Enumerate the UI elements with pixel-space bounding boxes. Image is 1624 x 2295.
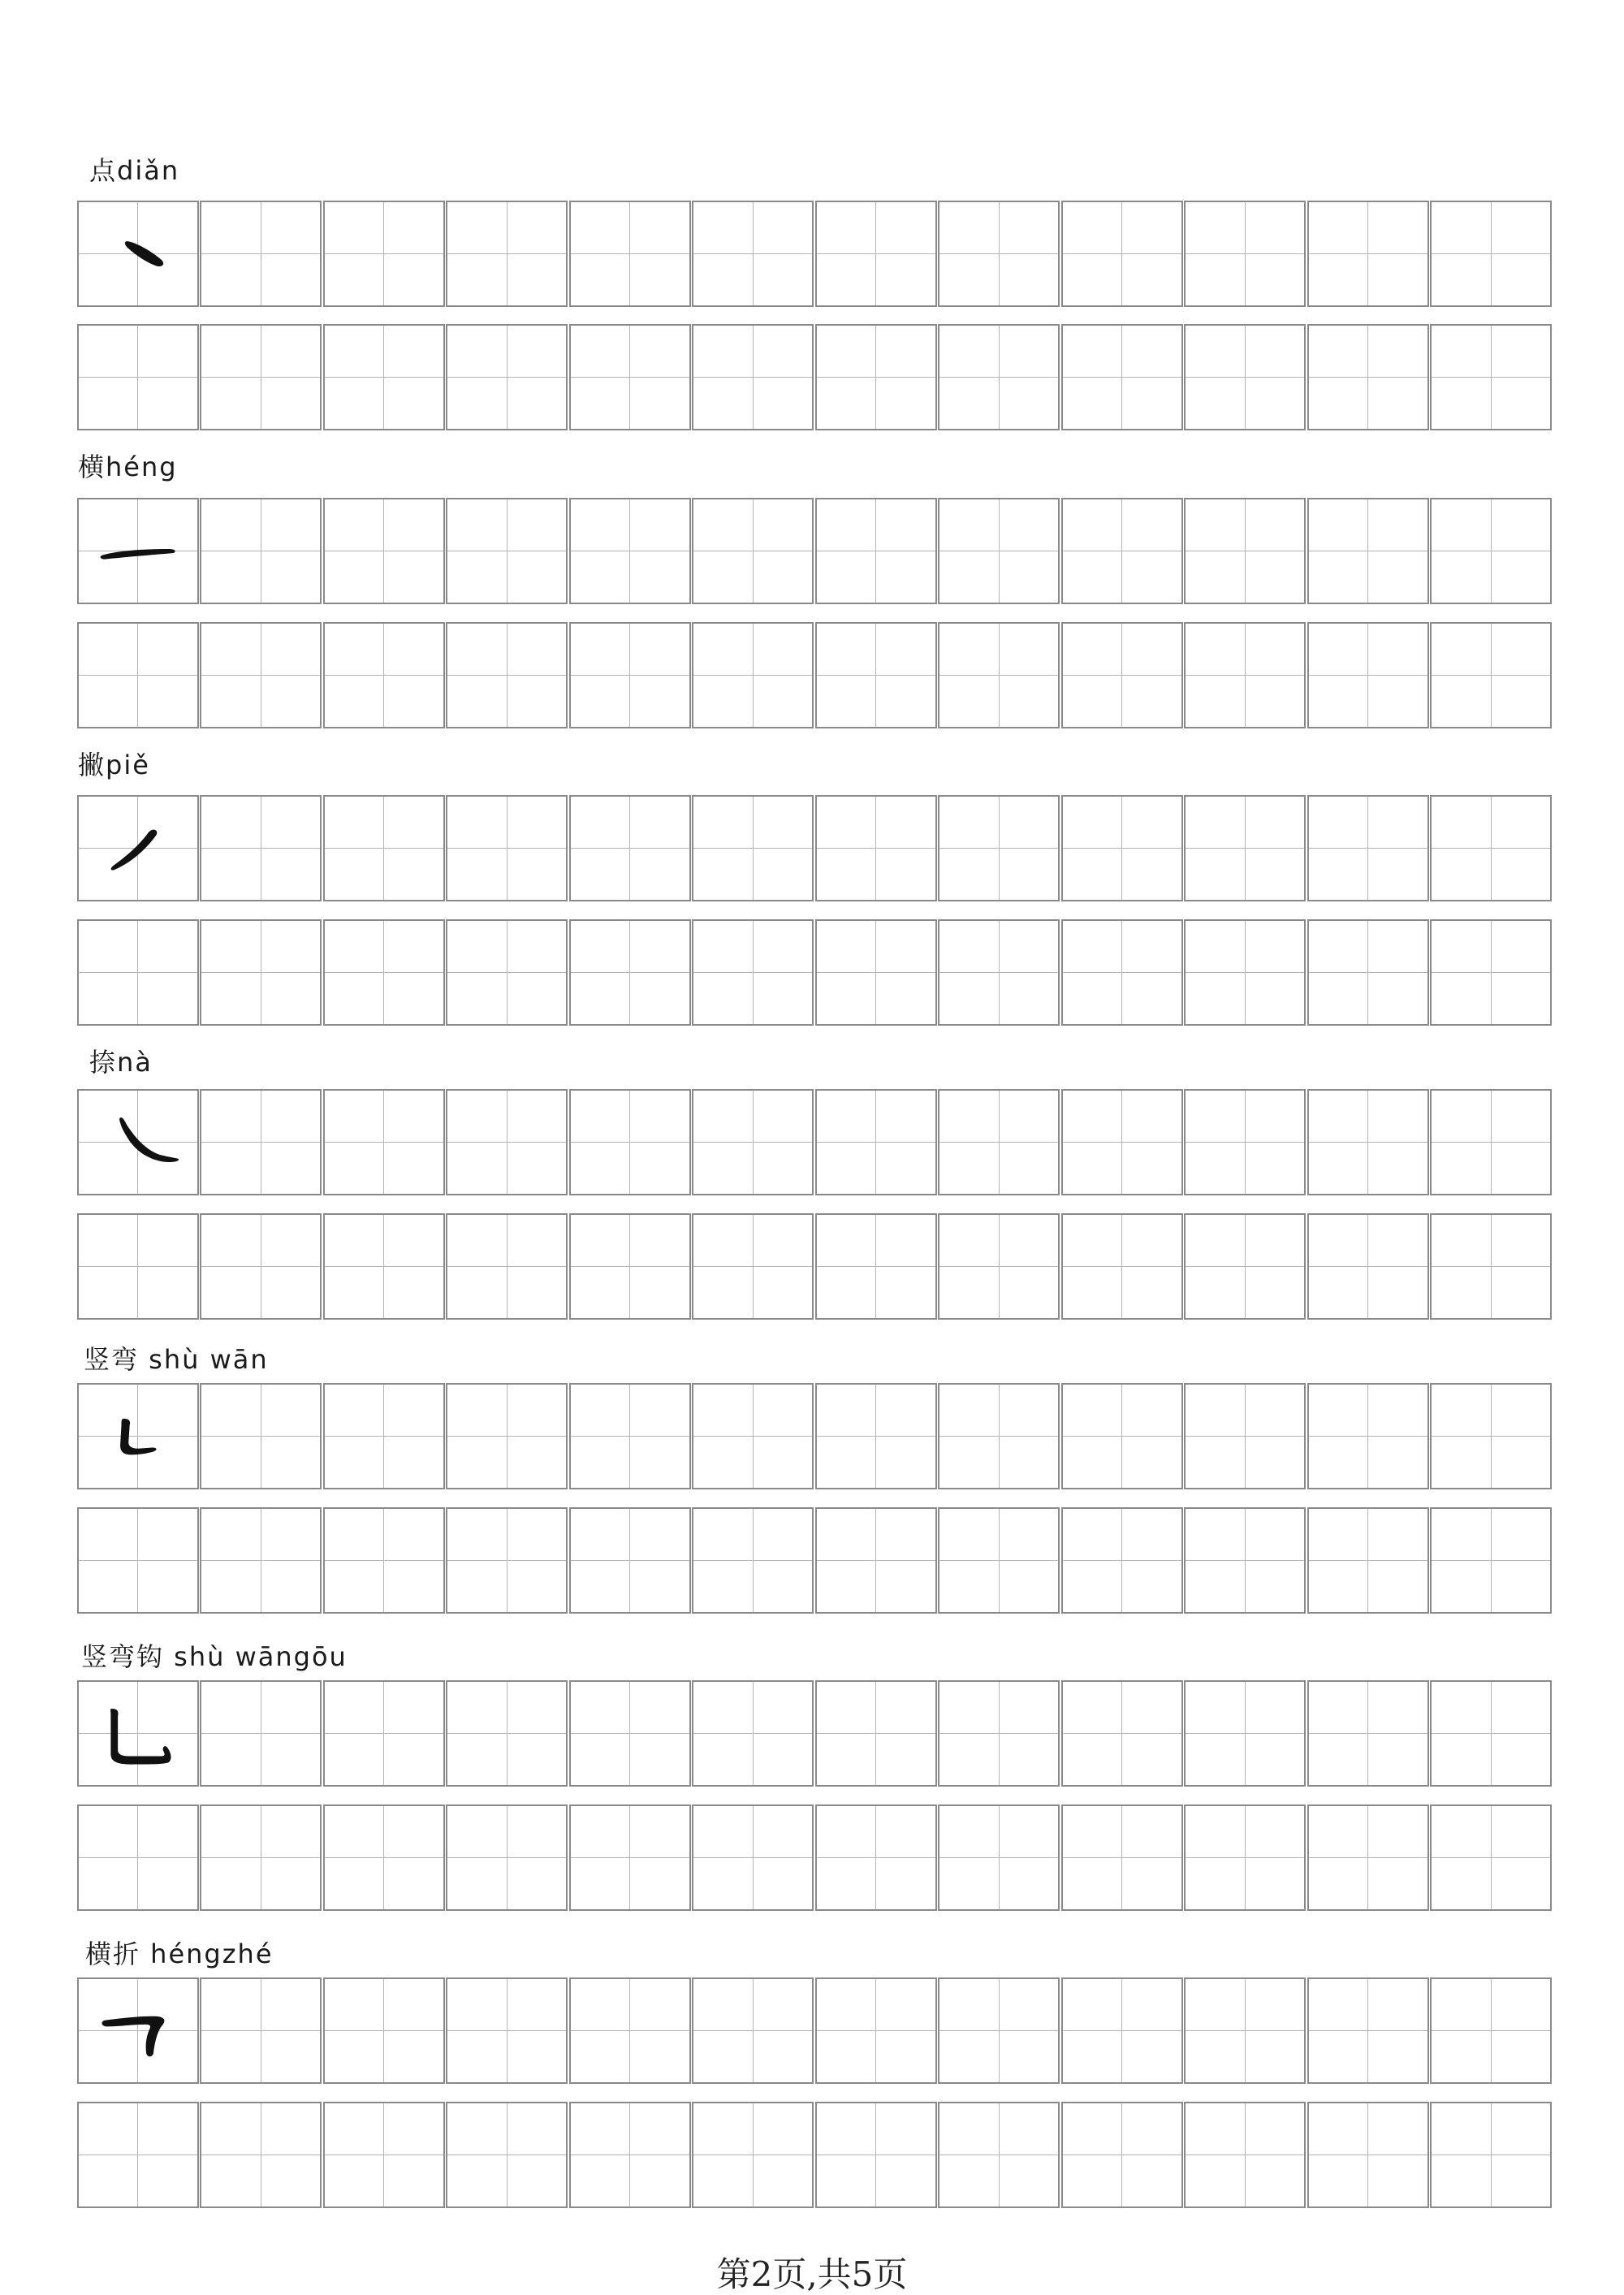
writing-cell[interactable]	[323, 622, 445, 728]
practice-row	[77, 1213, 1552, 1320]
writing-cell[interactable]	[1184, 1977, 1306, 2084]
writing-cell[interactable]	[569, 795, 691, 901]
writing-cell[interactable]	[446, 201, 568, 307]
practice-row	[77, 1507, 1552, 1614]
writing-cell[interactable]	[1307, 324, 1429, 430]
writing-cell[interactable]	[200, 795, 322, 901]
writing-cell[interactable]	[446, 498, 568, 604]
writing-cell[interactable]	[323, 201, 445, 307]
practice-row	[77, 1977, 1552, 2084]
writing-cell[interactable]	[569, 1507, 691, 1614]
writing-cell[interactable]	[1430, 201, 1552, 307]
stroke-label-dian: 点diǎn	[89, 155, 180, 186]
writing-cell[interactable]	[1061, 1089, 1183, 1195]
writing-cell[interactable]	[692, 1977, 814, 2084]
practice-row	[77, 1680, 1552, 1787]
writing-cell[interactable]	[77, 1213, 199, 1320]
writing-cell[interactable]	[815, 1089, 937, 1195]
writing-cell[interactable]	[1061, 795, 1183, 901]
writing-cell[interactable]	[569, 201, 691, 307]
writing-cell[interactable]	[1430, 1089, 1552, 1195]
writing-cell[interactable]	[1307, 498, 1429, 604]
writing-cell[interactable]	[1430, 1977, 1552, 2084]
practice-row	[77, 2102, 1552, 2208]
writing-cell[interactable]	[1184, 795, 1306, 901]
writing-cell[interactable]	[938, 1213, 1060, 1320]
writing-cell[interactable]	[1430, 2102, 1552, 2208]
writing-cell[interactable]	[446, 919, 568, 1026]
writing-cell[interactable]	[1184, 1383, 1306, 1489]
example-cell[interactable]	[77, 1089, 199, 1195]
writing-cell[interactable]	[692, 1804, 814, 1911]
writing-cell[interactable]	[446, 1680, 568, 1787]
writing-cell[interactable]	[938, 201, 1060, 307]
writing-cell[interactable]	[569, 1804, 691, 1911]
writing-cell[interactable]	[323, 1680, 445, 1787]
writing-cell[interactable]	[815, 1507, 937, 1614]
writing-cell[interactable]	[938, 1804, 1060, 1911]
writing-cell[interactable]	[815, 498, 937, 604]
writing-cell[interactable]	[815, 1977, 937, 2084]
writing-cell[interactable]	[200, 1213, 322, 1320]
writing-cell[interactable]	[77, 1804, 199, 1911]
writing-cell[interactable]	[200, 201, 322, 307]
writing-cell[interactable]	[815, 919, 937, 1026]
writing-cell[interactable]	[569, 1089, 691, 1195]
writing-cell[interactable]	[1307, 1804, 1429, 1911]
writing-cell[interactable]	[1184, 1213, 1306, 1320]
writing-cell[interactable]	[446, 324, 568, 430]
writing-cell[interactable]	[569, 622, 691, 728]
writing-cell[interactable]	[1061, 1507, 1183, 1614]
stroke-label-heng: 横héng	[78, 452, 178, 482]
example-cell[interactable]	[77, 201, 199, 307]
writing-cell[interactable]	[1061, 201, 1183, 307]
writing-cell[interactable]	[323, 1089, 445, 1195]
page-number: 第2页,共5页	[716, 2254, 908, 2294]
writing-cell[interactable]	[1307, 201, 1429, 307]
writing-cell[interactable]	[692, 622, 814, 728]
writing-cell[interactable]	[815, 1383, 937, 1489]
writing-cell[interactable]	[77, 2102, 199, 2208]
writing-cell[interactable]	[1061, 1680, 1183, 1787]
writing-cell[interactable]	[200, 1977, 322, 2084]
writing-cell[interactable]	[446, 1977, 568, 2084]
writing-cell[interactable]	[692, 1383, 814, 1489]
writing-cell[interactable]	[938, 1680, 1060, 1787]
writing-cell[interactable]	[938, 1977, 1060, 2084]
writing-cell[interactable]	[1061, 622, 1183, 728]
writing-cell[interactable]	[200, 919, 322, 1026]
writing-cell[interactable]	[938, 919, 1060, 1026]
writing-cell[interactable]	[1430, 324, 1552, 430]
writing-cell[interactable]	[200, 1089, 322, 1195]
writing-cell[interactable]	[323, 498, 445, 604]
writing-cell[interactable]	[446, 622, 568, 728]
writing-cell[interactable]	[938, 1089, 1060, 1195]
writing-cell[interactable]	[1307, 795, 1429, 901]
practice-row	[77, 1383, 1552, 1489]
writing-cell[interactable]	[938, 622, 1060, 728]
writing-cell[interactable]	[323, 1977, 445, 2084]
writing-cell[interactable]	[815, 795, 937, 901]
writing-cell[interactable]	[323, 1213, 445, 1320]
writing-cell[interactable]	[1307, 919, 1429, 1026]
writing-cell[interactable]	[200, 1680, 322, 1787]
writing-cell[interactable]	[1430, 622, 1552, 728]
writing-cell[interactable]	[1061, 1804, 1183, 1911]
writing-cell[interactable]	[77, 324, 199, 430]
writing-cell[interactable]	[692, 795, 814, 901]
writing-cell[interactable]	[692, 2102, 814, 2208]
writing-cell[interactable]	[569, 1680, 691, 1787]
writing-cell[interactable]	[1184, 2102, 1306, 2208]
shuwan-stroke-icon	[79, 1385, 197, 1488]
practice-row	[77, 622, 1552, 728]
writing-cell[interactable]	[323, 1507, 445, 1614]
writing-cell[interactable]	[1184, 1507, 1306, 1614]
writing-cell[interactable]	[569, 2102, 691, 2208]
writing-cell[interactable]	[1061, 498, 1183, 604]
writing-cell[interactable]	[692, 919, 814, 1026]
writing-cell[interactable]	[815, 1804, 937, 1911]
practice-row	[77, 919, 1552, 1026]
writing-cell[interactable]	[815, 622, 937, 728]
practice-row	[77, 324, 1552, 430]
writing-cell[interactable]	[1184, 919, 1306, 1026]
writing-cell[interactable]	[1061, 1213, 1183, 1320]
writing-cell[interactable]	[1430, 1804, 1552, 1911]
writing-cell[interactable]	[1061, 324, 1183, 430]
writing-cell[interactable]	[1307, 1089, 1429, 1195]
hengzhe-stroke-icon	[79, 1979, 197, 2082]
practice-row	[77, 795, 1552, 901]
writing-cell[interactable]	[1430, 919, 1552, 1026]
example-cell[interactable]	[77, 498, 199, 604]
writing-cell[interactable]	[446, 1507, 568, 1614]
dian-stroke-icon	[79, 202, 197, 305]
writing-cell[interactable]	[446, 1213, 568, 1320]
writing-cell[interactable]	[1307, 1977, 1429, 2084]
writing-cell[interactable]	[692, 1507, 814, 1614]
practice-row	[77, 1089, 1552, 1195]
writing-cell[interactable]	[1430, 1680, 1552, 1787]
writing-cell[interactable]	[1184, 1804, 1306, 1911]
writing-cell[interactable]	[446, 1383, 568, 1489]
writing-cell[interactable]	[692, 1213, 814, 1320]
writing-cell[interactable]	[1430, 1383, 1552, 1489]
writing-cell[interactable]	[446, 795, 568, 901]
writing-cell[interactable]	[1430, 795, 1552, 901]
writing-cell[interactable]	[938, 2102, 1060, 2208]
writing-cell[interactable]	[938, 324, 1060, 430]
writing-cell[interactable]	[569, 324, 691, 430]
writing-cell[interactable]	[938, 1383, 1060, 1489]
writing-cell[interactable]	[200, 324, 322, 430]
practice-row	[77, 201, 1552, 307]
writing-cell[interactable]	[815, 324, 937, 430]
writing-cell[interactable]	[323, 919, 445, 1026]
example-cell[interactable]	[77, 1680, 199, 1787]
writing-cell[interactable]	[1307, 1213, 1429, 1320]
writing-cell[interactable]	[1184, 498, 1306, 604]
writing-cell[interactable]	[815, 1680, 937, 1787]
example-cell[interactable]	[77, 1383, 199, 1489]
writing-cell[interactable]	[446, 2102, 568, 2208]
writing-cell[interactable]	[1430, 498, 1552, 604]
writing-cell[interactable]	[323, 324, 445, 430]
writing-cell[interactable]	[77, 1507, 199, 1614]
writing-cell[interactable]	[1307, 1680, 1429, 1787]
writing-cell[interactable]	[815, 201, 937, 307]
writing-cell[interactable]	[323, 2102, 445, 2208]
writing-cell[interactable]	[1307, 2102, 1429, 2208]
pie-stroke-icon	[79, 797, 197, 900]
writing-cell[interactable]	[1184, 201, 1306, 307]
writing-cell[interactable]	[200, 2102, 322, 2208]
writing-cell[interactable]	[77, 919, 199, 1026]
writing-cell[interactable]	[692, 324, 814, 430]
stroke-label-na: 捺nà	[89, 1047, 153, 1078]
writing-cell[interactable]	[938, 1507, 1060, 1614]
writing-cell[interactable]	[569, 919, 691, 1026]
writing-cell[interactable]	[692, 1089, 814, 1195]
writing-cell[interactable]	[200, 498, 322, 604]
writing-cell[interactable]	[323, 1804, 445, 1911]
example-cell[interactable]	[77, 795, 199, 901]
writing-cell[interactable]	[692, 498, 814, 604]
writing-cell[interactable]	[1307, 622, 1429, 728]
writing-cell[interactable]	[1430, 1507, 1552, 1614]
writing-cell[interactable]	[1184, 324, 1306, 430]
writing-cell[interactable]	[1061, 1977, 1183, 2084]
writing-cell[interactable]	[200, 1383, 322, 1489]
writing-cell[interactable]	[938, 498, 1060, 604]
writing-cell[interactable]	[200, 1804, 322, 1911]
writing-cell[interactable]	[77, 622, 199, 728]
writing-cell[interactable]	[569, 498, 691, 604]
writing-cell[interactable]	[1061, 919, 1183, 1026]
heng-stroke-icon	[79, 499, 197, 603]
writing-cell[interactable]	[446, 1089, 568, 1195]
writing-cell[interactable]	[1307, 1507, 1429, 1614]
stroke-label-shuwan: 竖弯 shù wān	[84, 1344, 269, 1375]
writing-cell[interactable]	[323, 1383, 445, 1489]
writing-cell[interactable]	[815, 1213, 937, 1320]
writing-cell[interactable]	[1430, 1213, 1552, 1320]
stroke-label-hengzhe: 横折 héngzhé	[85, 1938, 274, 1969]
writing-cell[interactable]	[938, 795, 1060, 901]
writing-cell[interactable]	[569, 1977, 691, 2084]
na-stroke-icon	[79, 1091, 197, 1194]
writing-cell[interactable]	[692, 1680, 814, 1787]
writing-cell[interactable]	[200, 622, 322, 728]
writing-cell[interactable]	[569, 1213, 691, 1320]
writing-cell[interactable]	[692, 201, 814, 307]
writing-cell[interactable]	[1061, 2102, 1183, 2208]
practice-row	[77, 1804, 1552, 1911]
writing-cell[interactable]	[1307, 1383, 1429, 1489]
stroke-label-shuwangou: 竖弯钩 shù wāngōu	[81, 1641, 348, 1672]
example-cell[interactable]	[77, 1977, 199, 2084]
writing-cell[interactable]	[1184, 1680, 1306, 1787]
writing-cell[interactable]	[1184, 1089, 1306, 1195]
writing-cell[interactable]	[200, 1507, 322, 1614]
writing-cell[interactable]	[323, 795, 445, 901]
writing-cell[interactable]	[815, 2102, 937, 2208]
practice-row	[77, 498, 1552, 604]
writing-cell[interactable]	[1184, 622, 1306, 728]
stroke-label-pie: 撇piě	[78, 750, 150, 780]
writing-cell[interactable]	[446, 1804, 568, 1911]
writing-cell[interactable]	[569, 1383, 691, 1489]
writing-cell[interactable]	[1061, 1383, 1183, 1489]
shuwangou-stroke-icon	[79, 1682, 197, 1785]
